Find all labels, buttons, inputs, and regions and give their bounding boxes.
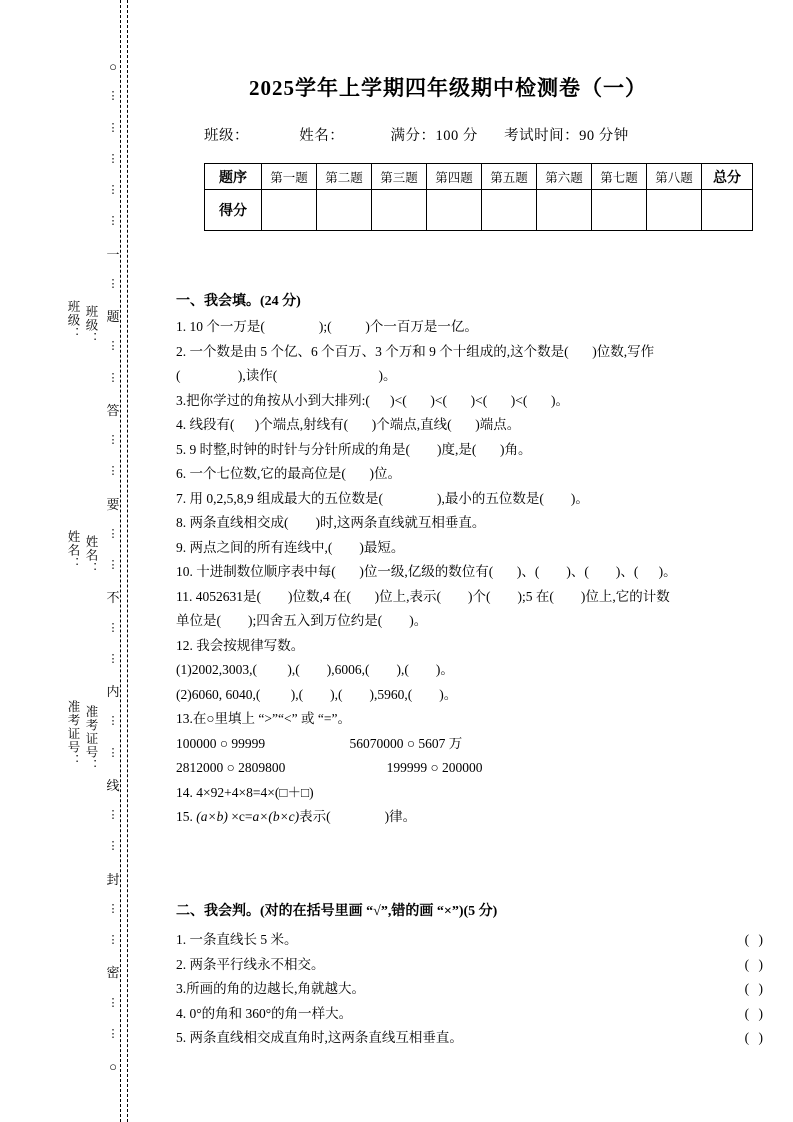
header-duration: 考试时间：90 分钟 bbox=[504, 128, 629, 144]
section-true-false bbox=[176, 905, 776, 1056]
score-table-score-cell[interactable] bbox=[427, 190, 482, 231]
seal-char: ⋮ bbox=[107, 809, 119, 821]
fill-blank-item: 5. 9 时整,时钟的时针与分针所成的角是( )度,是( )角。 bbox=[176, 441, 532, 457]
seal-label-class-outer: 班级： bbox=[66, 300, 80, 341]
fill-blank-item: 3.把你学过的角按从小到大排列:( )<( )<( )<( )<( )。 bbox=[176, 392, 570, 408]
seal-char: 答 bbox=[106, 402, 120, 418]
score-table-row-label: 题序 bbox=[205, 164, 262, 190]
answer-parenthesis[interactable]: ( ) bbox=[744, 932, 766, 947]
score-table-score-cell[interactable] bbox=[372, 190, 427, 231]
true-false-text: 2. 两条平行线永不相交。 bbox=[176, 956, 325, 972]
seal-char: ○ bbox=[109, 59, 117, 74]
seal-char: ⋮ bbox=[107, 465, 119, 478]
true-false-item bbox=[176, 933, 776, 947]
score-table-question-header: 第三题 bbox=[372, 164, 427, 190]
header-full-score: 满分：100 分 bbox=[390, 128, 478, 144]
answer-parenthesis[interactable]: ( ) bbox=[744, 1005, 766, 1021]
fill-blank-item: 11. 4052631是( )位数,4 在( )位上,表示( )个( );5 在( )位上,它的计数 bbox=[176, 588, 670, 604]
fill-blank-item: 15. (a×b) ×c=a×(b×c)表示( )律。 bbox=[176, 809, 417, 824]
seal-char: 线 bbox=[106, 777, 120, 793]
fill-blank-item: (1)2002,3003,( ),( ),6006,( ),( )。 bbox=[176, 662, 454, 677]
seal-char: 题 bbox=[106, 309, 120, 324]
fill-blank-item: 1. 10 个一万是( );( )个一百万是一亿。 bbox=[176, 319, 478, 334]
answer-parenthesis[interactable]: ( ) bbox=[744, 981, 766, 996]
score-table-question-header: 第六题 bbox=[537, 164, 592, 190]
section-fill-in-blanks bbox=[176, 295, 776, 835]
score-table-total-cell[interactable] bbox=[702, 190, 753, 231]
fill-blank-item: ( ),读作( )。 bbox=[176, 368, 397, 383]
fill-blank-item: 100000 ○ 99999 56070000 ○ 5607 万 bbox=[176, 735, 463, 751]
seal-char: ⋮ bbox=[107, 371, 119, 384]
score-table-question-header: 第二题 bbox=[317, 164, 372, 190]
true-false-text: 3.所画的角的边越长,角就越大。 bbox=[176, 981, 365, 996]
seal-char: ⋮ bbox=[107, 215, 119, 228]
header-name-label: 姓名： bbox=[299, 128, 345, 144]
fill-blank-item: 2. 一个数是由 5 个亿、6 个百万、3 个万和 9 个十组成的,这个数是( )位数,写作 bbox=[176, 343, 655, 359]
true-false-item bbox=[176, 958, 776, 972]
score-table-row-label: 得分 bbox=[205, 190, 262, 231]
seal-char: 要 bbox=[106, 496, 120, 512]
fill-blank-item: 2812000 ○ 2809800 199999 ○ 200000 bbox=[176, 760, 483, 775]
answer-parenthesis[interactable]: ( ) bbox=[744, 956, 766, 972]
fill-blank-item: 8. 两条直线相交成( )时,这两条直线就互相垂直。 bbox=[176, 515, 486, 530]
seal-char: 一 bbox=[106, 246, 120, 262]
fill-blank-item: 单位是( );四舍五入到万位约是( )。 bbox=[176, 613, 428, 628]
fill-blank-item: 13.在○里填上 “>”“<” 或 “=”。 bbox=[176, 711, 351, 726]
seal-char: ⋮ bbox=[107, 902, 119, 915]
seal-char: ⋮ bbox=[107, 746, 119, 759]
seal-char: ⋮ bbox=[107, 527, 119, 540]
seal-label-examno-outer: 准考证号： bbox=[66, 700, 80, 768]
seal-char: ⋮ bbox=[107, 277, 119, 290]
section1-heading: 一、我会填。(24 分) bbox=[176, 294, 301, 309]
seal-label-name-outer: 姓名： bbox=[66, 530, 80, 571]
seal-char: ⋮ bbox=[107, 715, 119, 728]
true-false-text: 4. 0°的角和 360°的角一样大。 bbox=[176, 1005, 353, 1021]
true-false-text: 1. 一条直线长 5 米。 bbox=[176, 932, 298, 947]
seal-char: 封 bbox=[106, 871, 120, 887]
true-false-item bbox=[176, 1031, 776, 1045]
seal-char: ⋮ bbox=[107, 1027, 119, 1040]
seal-char: ○ bbox=[109, 1059, 117, 1074]
answer-parenthesis[interactable]: ( ) bbox=[744, 1030, 766, 1045]
page-title: 2025学年上学期四年级期中检测卷（一） bbox=[249, 76, 647, 100]
header-class-label: 班级： bbox=[204, 128, 249, 144]
exam-paper-body bbox=[148, 0, 793, 1122]
seal-char: 不 bbox=[106, 590, 120, 606]
seal-char: ⋮ bbox=[107, 621, 119, 634]
seal-char: ⋮ bbox=[107, 121, 119, 134]
seal-char: ⋮ bbox=[107, 652, 119, 665]
seal-char: ⋮ bbox=[107, 840, 119, 853]
seal-label-name-inner: 姓名： bbox=[84, 535, 98, 576]
seal-char: ⋮ bbox=[107, 90, 119, 103]
score-table-score-cell[interactable] bbox=[317, 190, 372, 231]
score-table-question-header: 第一题 bbox=[262, 164, 317, 190]
seal-char: ⋮ bbox=[107, 152, 119, 165]
fill-blank-item: 10. 十进制数位顺序表中每( )位一级,亿级的数位有( )、( )、( )、( )。 bbox=[176, 564, 677, 579]
seal-char: ⋮ bbox=[107, 559, 119, 571]
fill-blank-item: 14. 4×92+4×8=4×(□＋□) bbox=[176, 784, 314, 800]
seal-char: ⋮ bbox=[107, 184, 119, 196]
fill-blank-item: 12. 我会按规律写数。 bbox=[176, 637, 305, 653]
seal-char: ⋮ bbox=[107, 996, 119, 1009]
seal-char: 内 bbox=[106, 684, 120, 699]
seal-label-class-inner: 班级： bbox=[84, 305, 98, 346]
seal-char: ⋮ bbox=[107, 434, 119, 446]
fill-blank-item: 6. 一个七位数,它的最高位是( )位。 bbox=[176, 466, 401, 481]
sealing-margin bbox=[0, 0, 148, 1122]
seal-label-examno-inner: 准考证号： bbox=[84, 705, 98, 773]
score-table-question-header: 第四题 bbox=[427, 164, 482, 190]
score-table-score-cell[interactable] bbox=[592, 190, 647, 231]
score-table-score-cell[interactable] bbox=[537, 190, 592, 231]
score-table-total-header: 总分 bbox=[702, 164, 753, 190]
exam-header-info bbox=[204, 124, 764, 145]
fill-blank-item: 9. 两点之间的所有连线中,( )最短。 bbox=[176, 539, 405, 555]
score-table-score-cell[interactable] bbox=[647, 190, 702, 231]
score-table-question-header: 第五题 bbox=[482, 164, 537, 190]
fill-blank-item: 4. 线段有( )个端点,射线有( )个端点,直线( )端点。 bbox=[176, 417, 521, 432]
true-false-item bbox=[176, 1007, 776, 1021]
fill-blank-item: (2)6060, 6040,( ),( ),( ),5960,( )。 bbox=[176, 686, 458, 702]
seal-character-column bbox=[104, 0, 122, 1122]
score-table-score-cell[interactable] bbox=[482, 190, 537, 231]
score-table-score-row bbox=[205, 190, 753, 231]
score-table-question-header: 第八题 bbox=[647, 164, 702, 190]
true-false-item bbox=[176, 982, 776, 996]
seal-char: ⋮ bbox=[107, 934, 119, 946]
score-table-question-header: 第七题 bbox=[592, 164, 647, 190]
score-table bbox=[204, 163, 753, 231]
seal-char: ⋮ bbox=[107, 340, 119, 353]
score-table-header-row bbox=[205, 164, 753, 190]
score-table-score-cell[interactable] bbox=[262, 190, 317, 231]
seal-dashed-line-inner bbox=[127, 0, 128, 1122]
seal-char: 密 bbox=[106, 965, 120, 981]
true-false-text: 5. 两条直线相交成直角时,这两条直线互相垂直。 bbox=[176, 1030, 463, 1045]
section2-heading: 二、我会判。(对的在括号里画 “√”,错的画 “×”)(5 分) bbox=[176, 904, 498, 919]
fill-blank-item: 7. 用 0,2,5,8,9 组成最大的五位数是( ),最小的五位数是( )。 bbox=[176, 490, 589, 506]
